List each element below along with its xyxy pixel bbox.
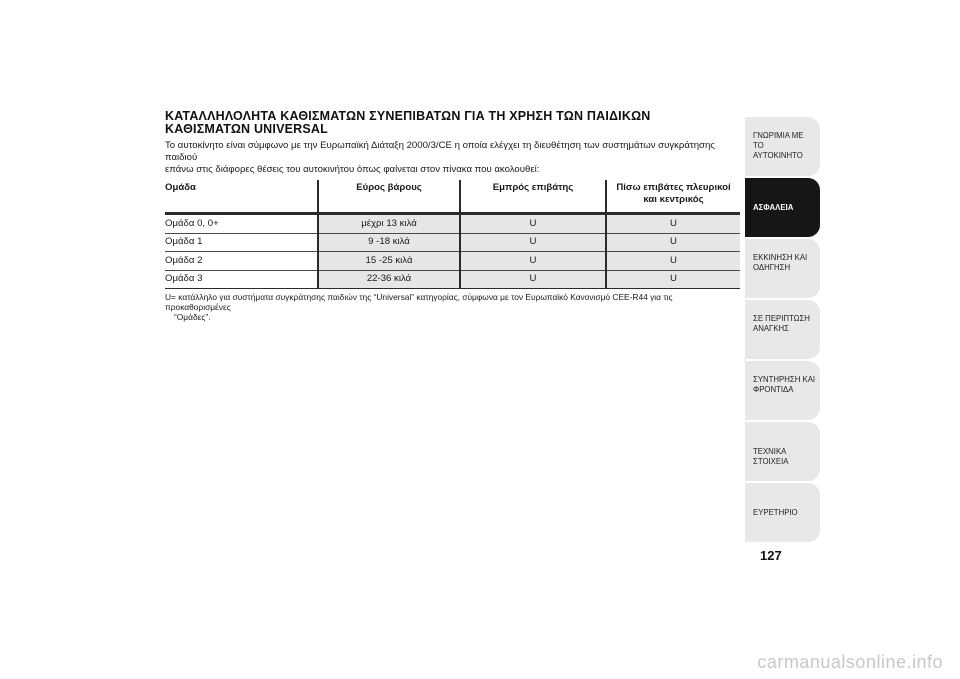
cell-rear: U <box>606 270 740 289</box>
cell-group: Ομάδα 0, 0+ <box>165 214 318 234</box>
table-row <box>165 252 740 271</box>
tab-label: ΑΣΦΑΛΕΙΑ <box>753 203 794 212</box>
tab-label: ΓΝΩΡΙΜΙΑ ΜΕ ΤΟ <box>753 131 804 150</box>
cell-group: Ομάδα 2 <box>165 252 318 271</box>
chapter-tabs <box>745 117 820 544</box>
page-number: 127 <box>760 548 782 563</box>
section-heading-line-1: ΚΑΤΑΛΛΗΛΟΛΗΤΑ ΚΑΘΙΣΜΑΤΩΝ ΣΥΝΕΠΙΒΑΤΩΝ ΓΙΑ ΤΗ ΧΡΗΣΗ ΤΩΝ ΠΑΙΔΙΚΩΝ <box>165 109 651 123</box>
cell-rear: U <box>606 252 740 271</box>
table-row <box>165 233 740 252</box>
tab-label: ΕΥΡΕΤΗΡΙΟ <box>753 508 798 517</box>
intro-paragraph <box>165 140 740 176</box>
header-rear-passengers: Πίσω επιβάτες πλευρικοί και κεντρικός <box>606 180 740 214</box>
tab-in-emergency[interactable] <box>745 300 820 359</box>
table-header-row <box>165 180 740 214</box>
table-footnote <box>165 292 740 322</box>
cell-group: Ομάδα 1 <box>165 233 318 252</box>
tab-getting-to-know-car[interactable] <box>745 117 820 176</box>
header-group: Ομάδα <box>165 180 318 214</box>
tab-label: ΦΡΟΝΤΙΔΑ <box>753 385 794 394</box>
tab-label: ΤΕΧΝΙΚΑ ΣΤΟΙΧΕΙΑ <box>753 447 789 466</box>
cell-front: U <box>460 270 606 289</box>
tab-label: ΣΕ ΠΕΡΙΠΤΩΣΗ <box>753 314 810 323</box>
header-weight-range: Εύρος βάρους <box>318 180 460 214</box>
child-seat-table <box>165 180 740 289</box>
footnote-line-1: U= κατάλληλο για συστήματα συγκράτησης παιδιών της “Universal” κατηγορίας, σύμφωνα με τον Ευρωπαϊκό Κανονισμό CEE-R44 για τις προκαθορισμένες <box>165 292 673 312</box>
cell-front: U <box>460 233 606 252</box>
table-row <box>165 270 740 289</box>
tab-label: ΟΔΗΓΗΣΗ <box>753 263 791 272</box>
tab-maintenance-and-care[interactable] <box>745 361 820 420</box>
tab-label: ΕΚΚΙΝΗΣΗ ΚΑΙ <box>753 253 808 262</box>
section-heading-line-2: ΚΑΘΙΣΜΑΤΩΝ UNIVERSAL <box>165 122 328 136</box>
cell-weight: 15 -25 κιλά <box>318 252 460 271</box>
header-front-passenger: Εμπρός επιβάτης <box>460 180 606 214</box>
tab-label: ΑΥΤΟΚΙΝΗΤΟ <box>753 151 803 160</box>
tab-safety[interactable] <box>745 178 820 237</box>
intro-line-2: επάνω στις διάφορες θέσεις του αυτοκινήτου όπως φαίνεται στον πίνακα που ακολουθεί: <box>165 164 540 175</box>
tab-technical-data[interactable] <box>745 422 820 481</box>
cell-rear: U <box>606 233 740 252</box>
intro-line-1: Το αυτοκίνητο είναι σύμφωνο με την Ευρωπαϊκή Διάταξη 2000/3/CE η οποία ελέγχει τη διευθέτηση των συστημάτων συγκράτησης παιδιού <box>165 140 715 163</box>
cell-front: U <box>460 214 606 234</box>
cell-rear: U <box>606 214 740 234</box>
footnote-line-2: “Ομάδες”. <box>174 312 211 322</box>
tab-label: ΣΥΝΤΗΡΗΣΗ ΚΑΙ <box>753 375 816 384</box>
cell-group: Ομάδα 3 <box>165 270 318 289</box>
watermark: carmanualsonline.info <box>757 652 943 672</box>
tab-index[interactable] <box>745 483 820 542</box>
tab-starting-and-driving[interactable] <box>745 239 820 298</box>
page-content <box>165 110 740 330</box>
cell-weight: μέχρι 13 κιλά <box>318 214 460 234</box>
tab-label: ΑΝΑΓΚΗΣ <box>753 324 789 333</box>
table-row <box>165 214 740 234</box>
cell-weight: 22-36 κιλά <box>318 270 460 289</box>
cell-front: U <box>460 252 606 271</box>
cell-weight: 9 -18 κιλά <box>318 233 460 252</box>
section-heading <box>165 110 740 136</box>
